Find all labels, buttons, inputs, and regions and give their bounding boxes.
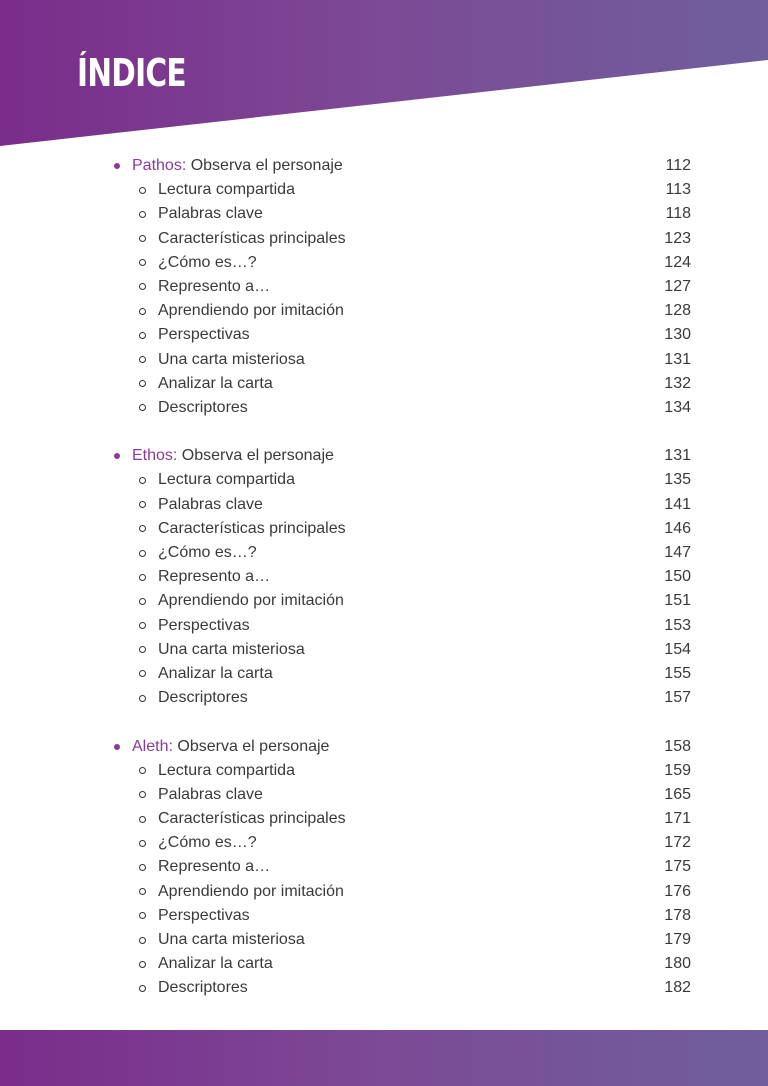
toc-item-label: Perspectivas (158, 906, 250, 924)
bullet-circle-icon (139, 985, 146, 992)
toc-item-label: Palabras clave (158, 495, 263, 513)
page-number: 113 (665, 181, 691, 199)
toc-item-label: Aprendiendo por imitación (158, 882, 344, 900)
toc-section-entry[interactable] (0, 735, 768, 759)
toc-item[interactable] (0, 783, 768, 807)
toc-item[interactable] (0, 904, 768, 928)
page-number: 118 (665, 205, 691, 223)
page-number: 124 (664, 253, 691, 271)
toc-section-aleth (0, 735, 768, 1001)
toc-entry-title (132, 444, 334, 468)
page-number: 131 (664, 350, 691, 368)
toc-item[interactable] (0, 614, 768, 638)
page-number: 153 (664, 616, 691, 634)
toc-item-label: Palabras clave (158, 205, 263, 223)
toc-item[interactable] (0, 759, 768, 783)
bullet-circle-icon (139, 404, 146, 411)
bullet-circle-icon (139, 791, 146, 798)
page-number: 128 (664, 302, 691, 320)
toc-item[interactable] (0, 178, 768, 202)
page-number: 132 (664, 374, 691, 392)
section-name: Pathos: (132, 157, 187, 174)
page-number: 134 (664, 398, 691, 416)
page-number: 127 (664, 277, 691, 295)
toc-item-label: ¿Cómo es…? (158, 834, 257, 852)
bullet-dot-icon (114, 163, 120, 169)
toc-item-label: Características principales (158, 229, 346, 247)
toc-item[interactable] (0, 299, 768, 323)
toc-item[interactable] (0, 880, 768, 904)
bullet-circle-icon (139, 888, 146, 895)
toc-section-pathos (0, 154, 768, 420)
bullet-circle-icon (139, 211, 146, 218)
toc-item[interactable] (0, 227, 768, 251)
bullet-circle-icon (139, 356, 146, 363)
bullet-circle-icon (139, 187, 146, 194)
toc-item-label: Perspectivas (158, 326, 250, 344)
page-number: 176 (664, 882, 691, 900)
toc-item-label: Una carta misteriosa (158, 350, 305, 368)
page-number: 171 (664, 810, 691, 828)
page-number: 151 (664, 592, 691, 610)
bullet-circle-icon (139, 961, 146, 968)
toc-item[interactable] (0, 831, 768, 855)
section-name: Aleth: (132, 737, 173, 755)
section-label: Observa el personaje (186, 157, 343, 174)
bullet-circle-icon (139, 695, 146, 702)
page-number: 179 (664, 931, 691, 948)
bullet-circle-icon (139, 235, 146, 242)
toc-item-label: Descriptores (158, 689, 248, 707)
page-number: 157 (664, 689, 691, 707)
bullet-circle-icon (139, 574, 146, 581)
page-number: 178 (664, 906, 691, 924)
page-number: 135 (664, 471, 691, 489)
section-label: Observa el personaje (172, 737, 330, 755)
toc-item[interactable] (0, 396, 768, 420)
toc-item[interactable] (0, 976, 768, 1000)
toc-item[interactable] (0, 952, 768, 976)
page-number: 158 (664, 737, 691, 755)
page-number: 180 (664, 955, 691, 973)
toc-item-label: Perspectivas (158, 616, 250, 634)
bullet-circle-icon (139, 646, 146, 653)
bullet-circle-icon (139, 622, 146, 629)
toc-item[interactable] (0, 323, 768, 347)
toc-item-label: Represento a… (158, 858, 271, 876)
toc-item[interactable] (0, 565, 768, 589)
section-label: Observa el personaje (177, 447, 334, 465)
toc-item-label: Aprendiendo por imitación (158, 592, 344, 610)
page-number: 155 (664, 664, 691, 682)
toc-item-label: Una carta misteriosa (158, 640, 305, 658)
bullet-circle-icon (139, 259, 146, 266)
bullet-circle-icon (139, 550, 146, 557)
toc-section-entry[interactable] (0, 154, 768, 178)
section-name: Ethos: (132, 447, 178, 465)
bullet-dot-icon (114, 453, 120, 459)
bullet-circle-icon (139, 501, 146, 508)
toc-item[interactable] (0, 275, 768, 299)
toc-item-label: Lectura compartida (158, 471, 295, 489)
toc-item[interactable] (0, 493, 768, 517)
bullet-circle-icon (139, 332, 146, 339)
page-number: 123 (664, 229, 691, 247)
toc-item[interactable] (0, 251, 768, 275)
toc-item-label: Aprendiendo por imitación (158, 302, 344, 320)
page-number: 130 (664, 326, 691, 344)
page-number: 141 (664, 495, 691, 513)
page-number: 147 (664, 544, 691, 561)
toc-item[interactable] (0, 686, 768, 710)
page-number: 146 (664, 519, 691, 537)
toc-item[interactable] (0, 372, 768, 396)
toc-item-label: Características principales (158, 519, 346, 537)
bullet-circle-icon (139, 283, 146, 290)
page-number: 165 (664, 785, 691, 803)
toc-item-label: Analizar la carta (158, 955, 273, 973)
toc-item-label: Analizar la carta (158, 374, 273, 392)
toc-item[interactable] (0, 855, 768, 879)
toc-item[interactable] (0, 662, 768, 686)
bullet-circle-icon (139, 912, 146, 919)
bullet-circle-icon (139, 380, 146, 387)
toc-item[interactable] (0, 589, 768, 613)
bullet-circle-icon (139, 840, 146, 847)
toc-item-label: Una carta misteriosa (158, 931, 305, 948)
footer-band (0, 1030, 768, 1086)
toc-item-label: Descriptores (158, 398, 248, 416)
bullet-circle-icon (139, 477, 146, 484)
toc-section-entry[interactable] (0, 444, 768, 468)
toc-item[interactable] (0, 202, 768, 226)
toc-item-label: Analizar la carta (158, 664, 273, 682)
page-number: 150 (664, 568, 691, 586)
toc-item[interactable] (0, 638, 768, 662)
toc-item-label: ¿Cómo es…? (158, 544, 257, 561)
toc-section-ethos (0, 444, 768, 710)
toc-item-label: Palabras clave (158, 785, 263, 803)
page-number: 159 (664, 761, 691, 779)
toc-item-label: Represento a… (158, 277, 271, 295)
toc-item[interactable] (0, 468, 768, 492)
bullet-circle-icon (139, 308, 146, 315)
toc-item[interactable] (0, 807, 768, 831)
toc-item[interactable] (0, 541, 768, 565)
toc-entry-title (132, 154, 343, 178)
toc-item-label: ¿Cómo es…? (158, 253, 257, 271)
toc-item-label: Lectura compartida (158, 761, 295, 779)
bullet-circle-icon (139, 864, 146, 871)
toc-item[interactable] (0, 517, 768, 541)
bullet-circle-icon (139, 816, 146, 823)
toc-item-label: Características principales (158, 810, 346, 828)
bullet-circle-icon (139, 525, 146, 532)
bullet-circle-icon (139, 598, 146, 605)
toc-item-label: Descriptores (158, 979, 248, 997)
bullet-circle-icon (139, 937, 146, 944)
page-title: ÍNDICE (77, 51, 186, 95)
page-number: 175 (664, 858, 691, 876)
page-number: 182 (664, 979, 691, 997)
bullet-circle-icon (139, 670, 146, 677)
toc-item[interactable] (0, 928, 768, 952)
page-number: 131 (664, 447, 691, 465)
toc-entry-title (132, 735, 329, 759)
toc-item-label: Lectura compartida (158, 181, 295, 199)
bullet-circle-icon (139, 767, 146, 774)
bullet-dot-icon (114, 744, 120, 750)
toc-item-label: Represento a… (158, 568, 271, 586)
table-of-contents (0, 154, 768, 1025)
toc-item[interactable] (0, 348, 768, 372)
page-number: 112 (665, 157, 691, 174)
page-number: 154 (664, 640, 691, 658)
page-number: 172 (664, 834, 691, 852)
